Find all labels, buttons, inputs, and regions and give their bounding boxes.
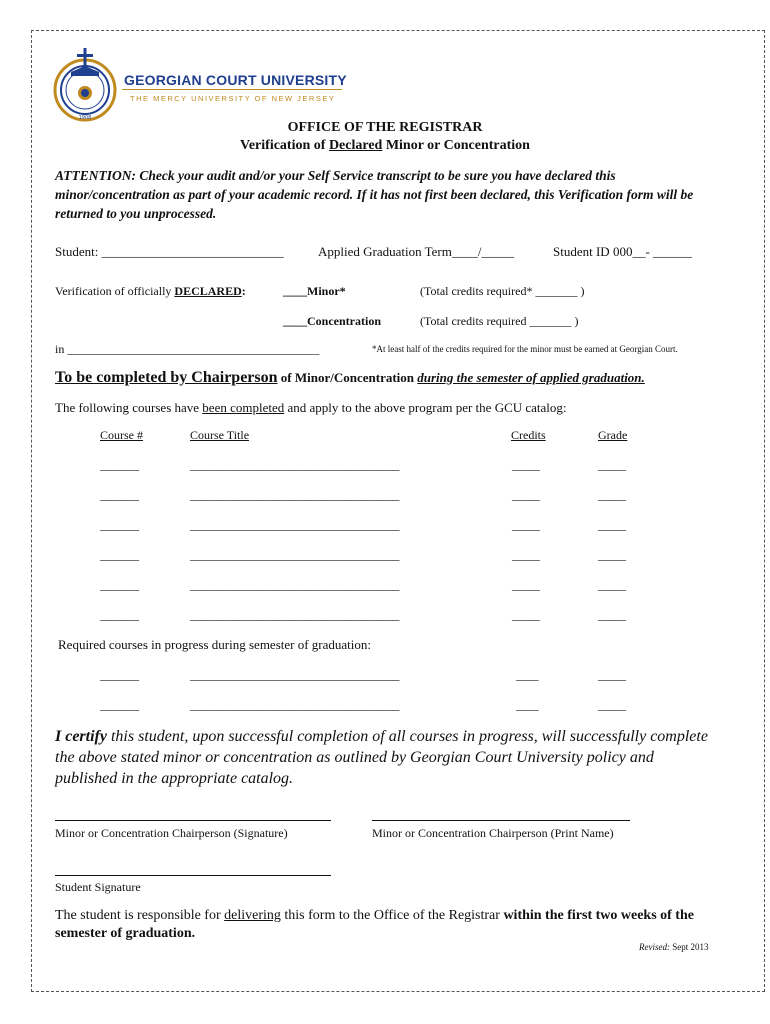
minor-credits-field[interactable]: (Total credits required* _______ ) xyxy=(420,284,585,298)
university-name: GEORGIAN COURT UNIVERSITY xyxy=(124,72,347,88)
chairperson-heading: To be completed by Chairperson of Minor/Concentration during the semester of applied graduation. xyxy=(55,369,645,386)
grade-field[interactable]: _____ xyxy=(598,488,626,502)
course-number-field[interactable]: _______ xyxy=(100,548,139,562)
course-title-field[interactable]: ______________________________________ xyxy=(190,488,399,502)
chair-signature-label: Minor or Concentration Chairperson (Signature) xyxy=(55,826,288,840)
student-signature-label: Student Signature xyxy=(55,880,141,894)
grade-field[interactable]: _____ xyxy=(598,518,626,532)
grade-field[interactable]: _____ xyxy=(598,608,626,622)
course-title-field[interactable]: ______________________________________ xyxy=(190,668,399,682)
course-title-field[interactable]: ______________________________________ xyxy=(190,548,399,562)
completed-courses-intro: The following courses have been completed and apply to the above program per the GCU catalog: xyxy=(55,400,567,415)
credits-field[interactable]: ____ xyxy=(516,668,538,682)
revision-date: Revised: Sept 2013 xyxy=(639,942,709,952)
credits-field[interactable]: _____ xyxy=(512,518,540,532)
student-id-field[interactable]: Student ID 000__- ______ xyxy=(553,244,693,259)
form-title: Verification of Declared Minor or Concentration xyxy=(240,138,530,153)
chair-print-name-line[interactable] xyxy=(372,820,630,821)
course-number-field[interactable]: _______ xyxy=(100,488,139,502)
office-title: OFFICE OF THE REGISTRAR xyxy=(287,120,483,135)
course-title-field[interactable]: ______________________________________ xyxy=(190,608,399,622)
credits-field[interactable]: _____ xyxy=(512,548,540,562)
grade-field[interactable]: _____ xyxy=(598,458,626,472)
university-tagline: THE MERCY UNIVERSITY OF NEW JERSEY xyxy=(130,94,336,103)
credits-field[interactable]: ____ xyxy=(516,698,538,712)
minor-footnote: *At least half of the credits required for the minor must be earned at Georgian Court. xyxy=(372,344,678,354)
course-number-field[interactable]: _______ xyxy=(100,698,139,712)
course-title-field[interactable]: ______________________________________ xyxy=(190,578,399,592)
certification-statement: I certify this student, upon successful completion of all courses in progress, will successfully complete the above stated minor or concentration as outlined by Georgian Court University policy and published in the appropriate catalog. xyxy=(55,728,708,787)
graduation-term-field[interactable]: Applied Graduation Term____/_____ xyxy=(318,244,514,259)
column-header-course-number: Course # xyxy=(100,428,143,442)
attention-notice: ATTENTION: Check your audit and/or your Self Service transcript to be sure you have declared this minor/concentration as part of your academic record. If it has not first been declared, this Verification form will be returned to you unprocessed. xyxy=(55,168,694,221)
column-header-credits: Credits xyxy=(511,428,546,442)
course-number-field[interactable]: _______ xyxy=(100,608,139,622)
course-title-field[interactable]: ______________________________________ xyxy=(190,458,399,472)
minor-option[interactable]: ____Minor* xyxy=(283,284,346,298)
grade-field[interactable]: _____ xyxy=(598,698,626,712)
course-number-field[interactable]: _______ xyxy=(100,458,139,472)
course-number-field[interactable]: _______ xyxy=(100,578,139,592)
grade-field[interactable]: _____ xyxy=(598,548,626,562)
university-seal xyxy=(51,46,119,128)
program-name-field[interactable]: in __________________________________________ xyxy=(55,342,320,356)
chair-signature-line[interactable] xyxy=(55,820,331,821)
verification-label: Verification of officially DECLARED: xyxy=(55,284,246,298)
concentration-credits-field[interactable]: (Total credits required _______ ) xyxy=(420,314,579,328)
column-header-course-title: Course Title xyxy=(190,428,250,442)
course-title-field[interactable]: ______________________________________ xyxy=(190,518,399,532)
seal-year: 1908 xyxy=(78,115,92,121)
course-number-field[interactable]: _______ xyxy=(100,668,139,682)
credits-field[interactable]: _____ xyxy=(512,458,540,472)
grade-field[interactable]: _____ xyxy=(598,668,626,682)
delivery-instructions: The student is responsible for delivering this form to the Office of the Registrar within the first two weeks of the semester of graduation. xyxy=(55,908,694,941)
credits-field[interactable]: _____ xyxy=(512,608,540,622)
concentration-option[interactable]: ____Concentration xyxy=(283,314,381,328)
in-progress-label: Required courses in progress during semester of graduation: xyxy=(58,637,372,652)
course-number-field[interactable]: _______ xyxy=(100,518,139,532)
column-header-grade: Grade xyxy=(598,428,628,442)
chair-print-name-label: Minor or Concentration Chairperson (Print Name) xyxy=(372,826,614,840)
credits-field[interactable]: _____ xyxy=(512,578,540,592)
student-name-field[interactable]: Student: ____________________________ xyxy=(55,244,284,259)
logo-divider xyxy=(122,89,342,90)
course-title-field[interactable]: ______________________________________ xyxy=(190,698,399,712)
student-signature-line[interactable] xyxy=(55,875,331,876)
grade-field[interactable]: _____ xyxy=(598,578,626,592)
credits-field[interactable]: _____ xyxy=(512,488,540,502)
